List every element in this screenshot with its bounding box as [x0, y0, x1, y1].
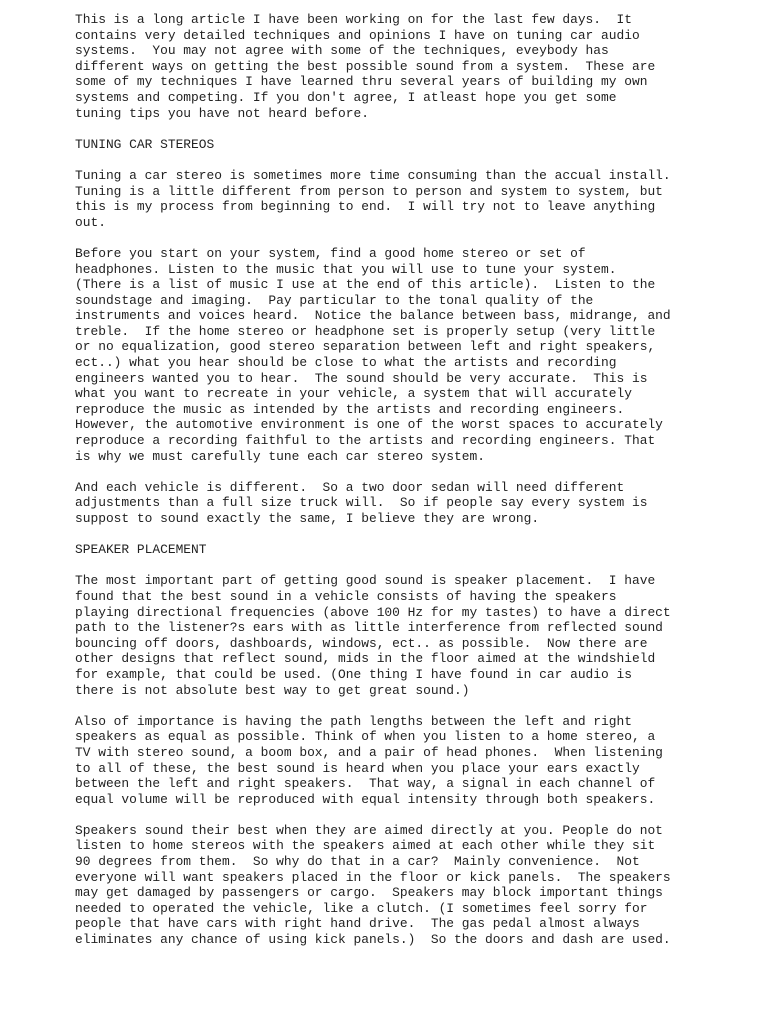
placement-paragraph-2: Also of importance is having the path lengths between the left and right speakers as equal as possible. Think of when you listen to a home stereo, a TV with stereo sound, a boom box, and a pair of head phones. When listening to all of these, the best sound is heard when you place your ears exactly between the left and right speakers. That way, a signal in each channel of equal volume will be reproduced with equal intensity through both speakers.	[75, 713, 663, 807]
tuning-paragraph-1: Tuning a car stereo is sometimes more time consuming than the accual install. Tuning is a little different from person to person and system to system, but this is my process from beginning to end. I will try not to leave anything out.	[75, 167, 671, 230]
placement-paragraph-3: Speakers sound their best when they are aimed directly at you. People do not listen to home stereos with the speakers aimed at each other while they sit 90 degrees from them. So why do that in a car? Mainly convenience. Not everyone will want speakers placed in the floor or kick panels. The speakers may get damaged by passengers or cargo. Speakers may block important things needed to operated the vehicle, like a clutch. (I sometimes feel sorry for people that have cars with right hand drive. The gas pedal almost always eliminates any chance of using kick panels.) So the doors and dash are used.	[75, 822, 671, 948]
section-heading-tuning: TUNING CAR STEREOS	[75, 136, 215, 152]
intro-paragraph: This is a long article I have been working on for the last few days. It contains very detailed techniques and opinions I have on tuning car audio systems. You may not agree with some of the techniques, eveybody has different ways on getting the best possible sound from a system. These are some of my techniques I have learned thru several years of building my own systems and competing. If you don't agree, I atleast hope you get some tuning tips you have not heard before.	[75, 12, 656, 121]
section-heading-speaker-placement: SPEAKER PLACEMENT	[75, 542, 207, 558]
tuning-paragraph-2: Before you start on your system, find a good home stereo or set of headphones. Listen to the music that you will use to tune your system. (There is a list of music I use at the end of this article). Listen to the soundstage and imaging. Pay particular to the tonal quality of the instruments and voices heard. Notice the balance between bass, midrange, and treble. If the home stereo or headphone set is properly setup (very little or no equalization, good stereo separation between left and right speakers, ect..) what you hear should be close to what the artists and recording engineers wanted you to hear. The sound should be very accurate. This is what you want to recreate in your vehicle, a system that will accurately reproduce the music as intended by the artists and recording engineers. However, the automotive environment is one of the worst spaces to accurately reproduce a recording faithful to the artists and recording engineers. That is why we must carefully tune each car stereo system.	[75, 245, 671, 464]
tuning-paragraph-3: And each vehicle is different. So a two door sedan will need different adjustments than a full size truck will. So if people say every system is suppost to sound exactly the same, I believe they are wrong.	[75, 479, 648, 526]
placement-paragraph-1: The most important part of getting good sound is speaker placement. I have found that the best sound in a vehicle consists of having the speakers playing directional frequencies (above 100 Hz for my tastes) to have a direct path to the listener?s ears with as little interference from reflected sound bouncing off doors, dashboards, windows, ect.. as possible. Now there are other designs that reflect sound, mids in the floor aimed at the windshield for example, that could be used. (One thing I have found in car audio is there is not absolute best way to get great sound.)	[75, 573, 671, 698]
article-body	[75, 12, 755, 963]
